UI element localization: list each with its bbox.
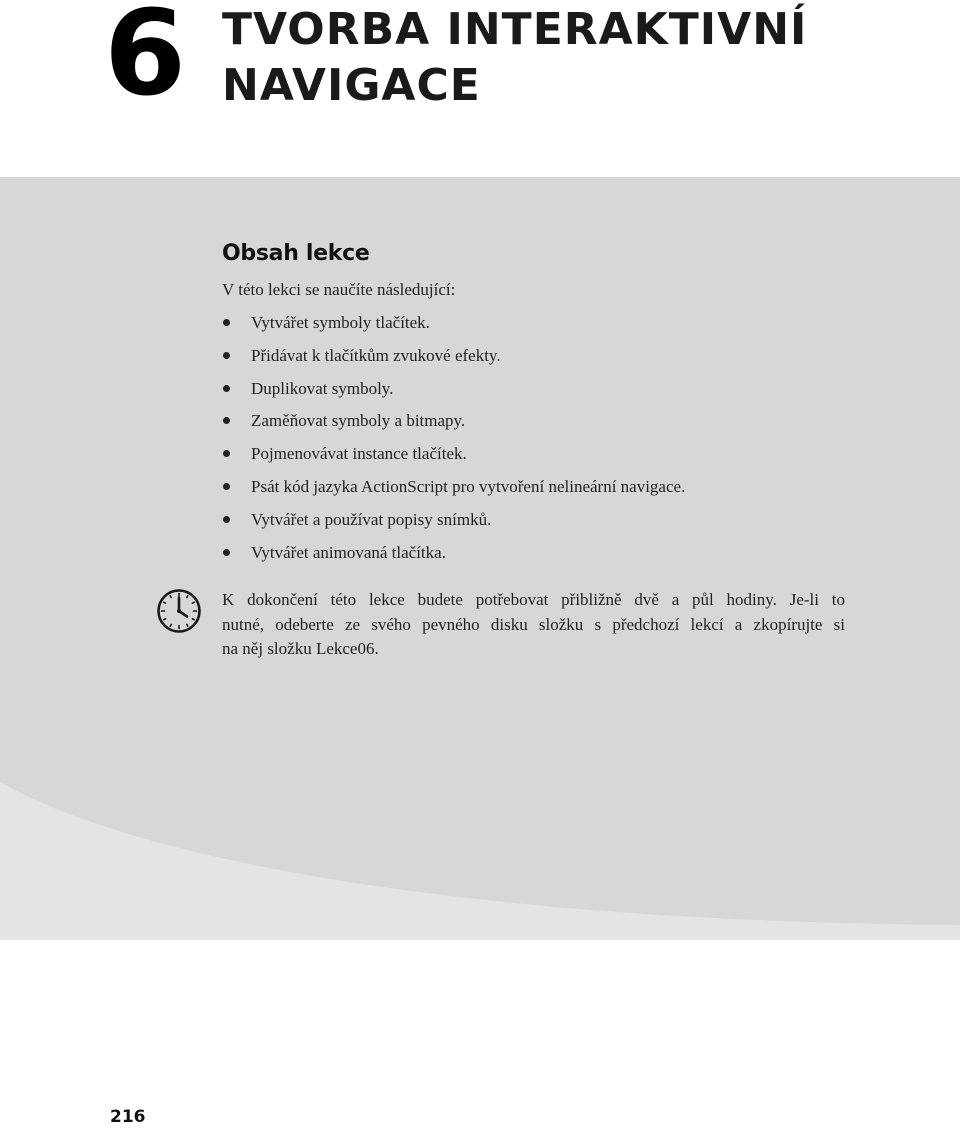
lesson-intro: V této lekci se naučíte následující: xyxy=(222,280,456,299)
list-item-text: Přidávat k tlačítkům zvukové efekty. xyxy=(251,345,501,365)
list-item xyxy=(222,378,685,411)
note-line-3: na něj složku Lekce06. xyxy=(222,639,379,658)
list-item xyxy=(222,312,685,345)
lesson-objectives-list xyxy=(222,312,685,574)
list-item xyxy=(222,476,685,509)
clock-icon xyxy=(156,588,202,634)
list-item-text: Duplikovat symboly. xyxy=(251,378,394,398)
bullet-icon xyxy=(223,450,230,457)
note-line-1: K dokončení této lekce budete potřebovat přibližně dvě a půl hodiny. Je-li to xyxy=(222,590,845,609)
list-item-text: Vytvářet animovaná tlačítka. xyxy=(251,542,446,562)
list-item-text: Vytvářet a používat popisy snímků. xyxy=(251,509,492,529)
list-item xyxy=(222,410,685,443)
list-item-text: Vytvářet symboly tlačítek. xyxy=(251,313,430,332)
list-item-text: Zaměňovat symboly a bitmapy. xyxy=(251,411,466,431)
bullet-icon xyxy=(223,549,230,556)
list-item xyxy=(222,345,685,378)
chapter-title-line-2: NAVIGACE xyxy=(222,60,481,111)
chapter-number: 6 xyxy=(104,0,183,122)
lesson-duration-note xyxy=(222,588,845,662)
chapter-title-line-1: TVORBA INTERAKTIVNÍ xyxy=(222,4,808,55)
note-line-2: nutné, odeberte ze svého pevného disku složku s předchozí lekcí a zkopírujte si xyxy=(222,614,845,634)
bullet-icon xyxy=(223,483,230,490)
list-item xyxy=(222,443,685,476)
bullet-icon xyxy=(223,352,230,359)
bullet-icon xyxy=(223,385,230,392)
page-number: 216 xyxy=(110,1107,146,1127)
list-item xyxy=(222,509,685,542)
bullet-icon xyxy=(223,516,230,523)
chapter-title xyxy=(222,2,807,114)
bullet-icon xyxy=(223,319,230,326)
list-item-text: Psát kód jazyka ActionScript pro vytvoření nelineární navigace. xyxy=(251,476,686,496)
bullet-icon xyxy=(223,417,230,424)
list-item-text: Pojmenovávat instance tlačítek. xyxy=(251,444,467,464)
list-item xyxy=(222,542,685,575)
lesson-heading: Obsah lekce xyxy=(222,241,370,266)
